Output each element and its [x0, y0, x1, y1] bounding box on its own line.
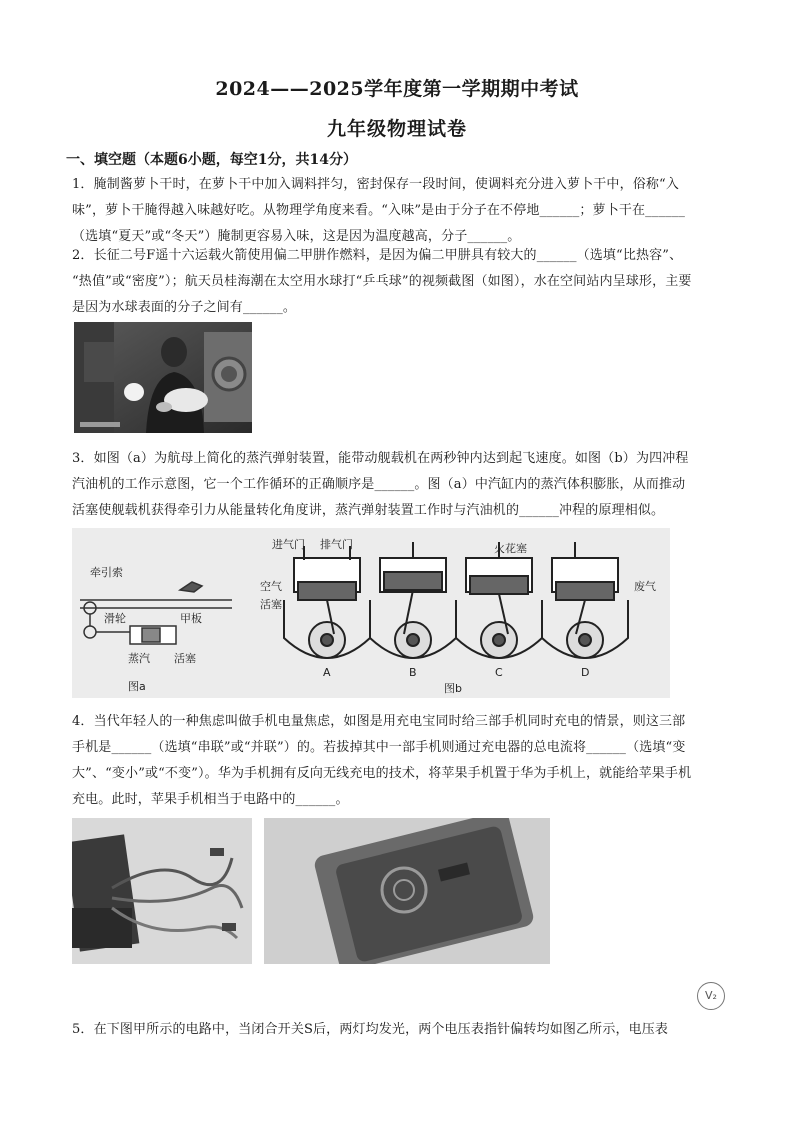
fig-a-label: 活塞 — [174, 652, 196, 665]
question-5 — [72, 1017, 724, 1043]
question-4-line: 4．当代年轻人的一种焦虑叫做手机电量焦虑，如图是用充电宝同时给三部手机同时充电的情景，则这三部 — [72, 714, 686, 729]
fig-b-label: 空气 — [260, 580, 282, 593]
section-heading: 一、填空题（本题6小题，每空1分，共14分） — [66, 152, 357, 168]
astronaut-image — [74, 322, 252, 433]
question-2-line: “热值”或“密度”）；航天员桂海潮在太空用水球打“乒乓球”的视频截图（如图），水在空间站内呈球形，主要 — [72, 274, 692, 289]
fig-a-label: 滑轮 — [104, 612, 126, 625]
fig-a-caption: 图a — [128, 680, 146, 693]
question-3-line: 汽油机的工作示意图，它一个工作循环的正确顺序是______。图（a）中汽缸内的蒸汽体积膨胀，从而推动 — [72, 477, 686, 492]
question-5-line: 5．在下图甲所示的电路中，当闭合开关S后，两灯均发光，两个电压表指针偏转均如图乙所示，电压表 — [72, 1022, 669, 1037]
question-1 — [72, 172, 724, 250]
engine-label: A — [323, 666, 331, 679]
fig-a-label: 蒸汽 — [128, 652, 150, 665]
fig-b-label: 火花塞 — [494, 542, 527, 555]
astronaut-photo — [74, 322, 252, 433]
engine-label: B — [409, 666, 417, 679]
fig-b-label: 排气门 — [320, 538, 353, 551]
question-4 — [72, 709, 724, 813]
fig-a-label: 甲板 — [180, 612, 202, 625]
fig-b-caption: 图b — [444, 682, 462, 695]
question-1-line: （选填“夏天”或“冬天”）腌制更容易入味，这是因为温度越高，分子______。 — [72, 229, 521, 244]
fig-b-label: 活塞 — [260, 598, 282, 611]
engine-diagram — [72, 528, 670, 698]
fig-a-label: 牵引索 — [90, 566, 123, 579]
question-2-line: 2．长征二号F遥十六运载火箭使用偏二甲肼作燃料，是因为偏二甲肼具有较大的______（选填“比热容”、 — [72, 248, 683, 263]
wireless-charging-image — [264, 818, 550, 964]
engine-label: C — [495, 666, 503, 679]
v2-badge: V₂ — [697, 982, 725, 1010]
power-bank-image — [72, 818, 252, 964]
fig-b-label: 废气 — [634, 580, 656, 593]
question-4-line: 手机是______（选填“串联”或“并联”）的。若拔掉其中一部手机则通过充电器的总电流将______（选填“变 — [72, 740, 686, 755]
question-4-line: 充电。此时，苹果手机相当于电路中的______。 — [72, 792, 349, 807]
exam-title: 2024——2025学年度第一学期期中考试 — [215, 78, 579, 100]
exam-subtitle: 九年级物理试卷 — [326, 118, 467, 140]
question-2 — [72, 243, 724, 321]
question-3 — [72, 446, 724, 524]
question-3-line: 活塞使舰载机获得牵引力从能量转化角度讲，蒸汽弹射装置工作时与汽油机的______冲程的原理相似。 — [72, 503, 665, 518]
question-2-line: 是因为水球表面的分子之间有______。 — [72, 300, 297, 315]
question-1-line: 味”，萝卜干腌得越入味越好吃。从物理学角度来看。“入味”是由于分子在不停地______；萝卜干在______ — [72, 203, 686, 218]
question-3-line: 3．如图（a）为航母上简化的蒸汽弹射装置，能带动舰载机在两秒钟内达到起飞速度。如图（b）为四冲程 — [72, 451, 689, 466]
power-bank-photo — [72, 818, 252, 964]
engine-label: D — [581, 666, 590, 679]
wireless-charging-photo — [264, 818, 550, 964]
fig-b-label: 进气门 — [272, 538, 305, 551]
engine-figure — [72, 528, 670, 698]
question-1-line: 1．腌制酱萝卜干时，在萝卜干中加入调料拌匀，密封保存一段时间，使调料充分进入萝卜干中，俗称“入 — [72, 177, 679, 192]
question-4-line: 大”、“变小”或“不变”）。华为手机拥有反向无线充电的技术，将苹果手机置于华为手机上，就能给苹果手机 — [72, 766, 692, 781]
